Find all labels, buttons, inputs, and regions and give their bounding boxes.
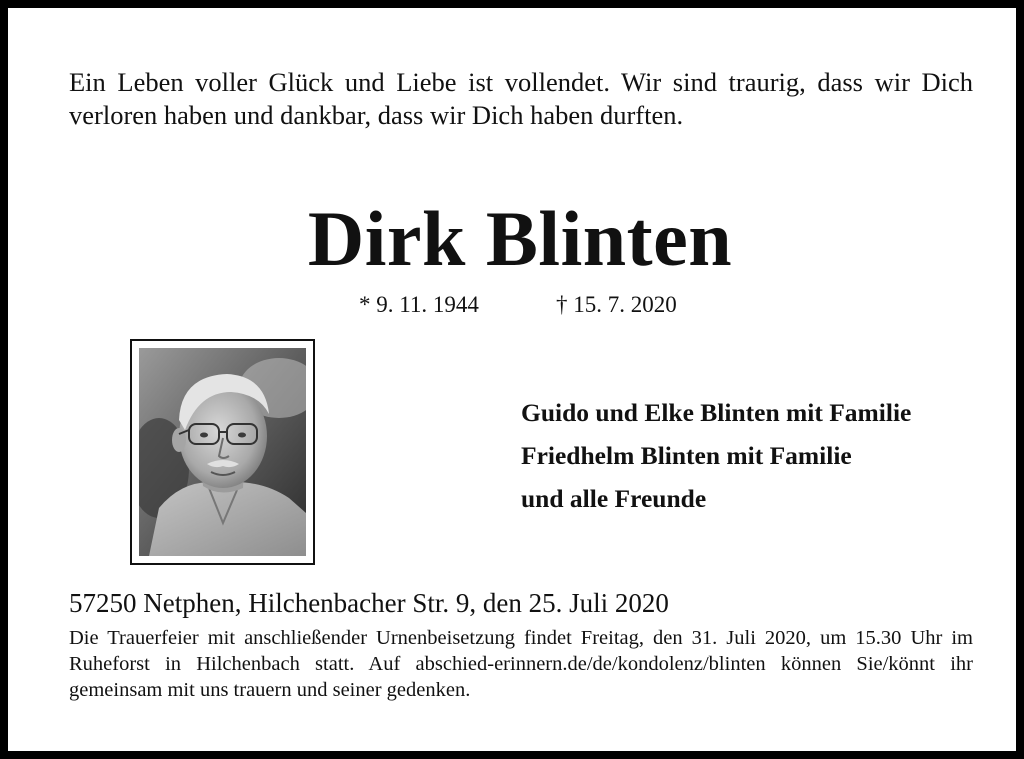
birth-date: * 9. 11. 1944 — [359, 292, 479, 317]
mourner-line: Guido und Elke Blinten mit Familie — [521, 398, 912, 427]
address-date-line: 57250 Netphen, Hilchenbacher Str. 9, den 25. Juli 2020 — [69, 588, 669, 618]
deceased-name: Dirk Blinten — [307, 195, 733, 282]
intro-quote: Ein Leben voller Glück und Liebe ist vollendet. Wir sind traurig, dass wir Dich verloren haben und dankbar, dass wir Dich haben durften. — [69, 67, 973, 130]
mourners-list — [521, 391, 911, 520]
mourner-line: Friedhelm Blinten mit Familie — [521, 441, 852, 470]
mourner-line: und alle Freunde — [521, 484, 707, 513]
portrait-photo-frame — [130, 339, 315, 565]
death-date: † 15. 7. 2020 — [556, 292, 677, 317]
portrait-photo — [139, 348, 306, 556]
funeral-service-notice: Die Trauerfeier mit anschließender Urnenbeisetzung findet Freitag, den 31. Juli 2020, um 15.30 Uhr im Ruheforst in Hilchenbach statt. Auf abschied-erinnern.de/de/kondolenz/blinten können Sie/könnt ihr gemeinsam mit uns trauern und seiner gedenken. — [69, 627, 973, 701]
